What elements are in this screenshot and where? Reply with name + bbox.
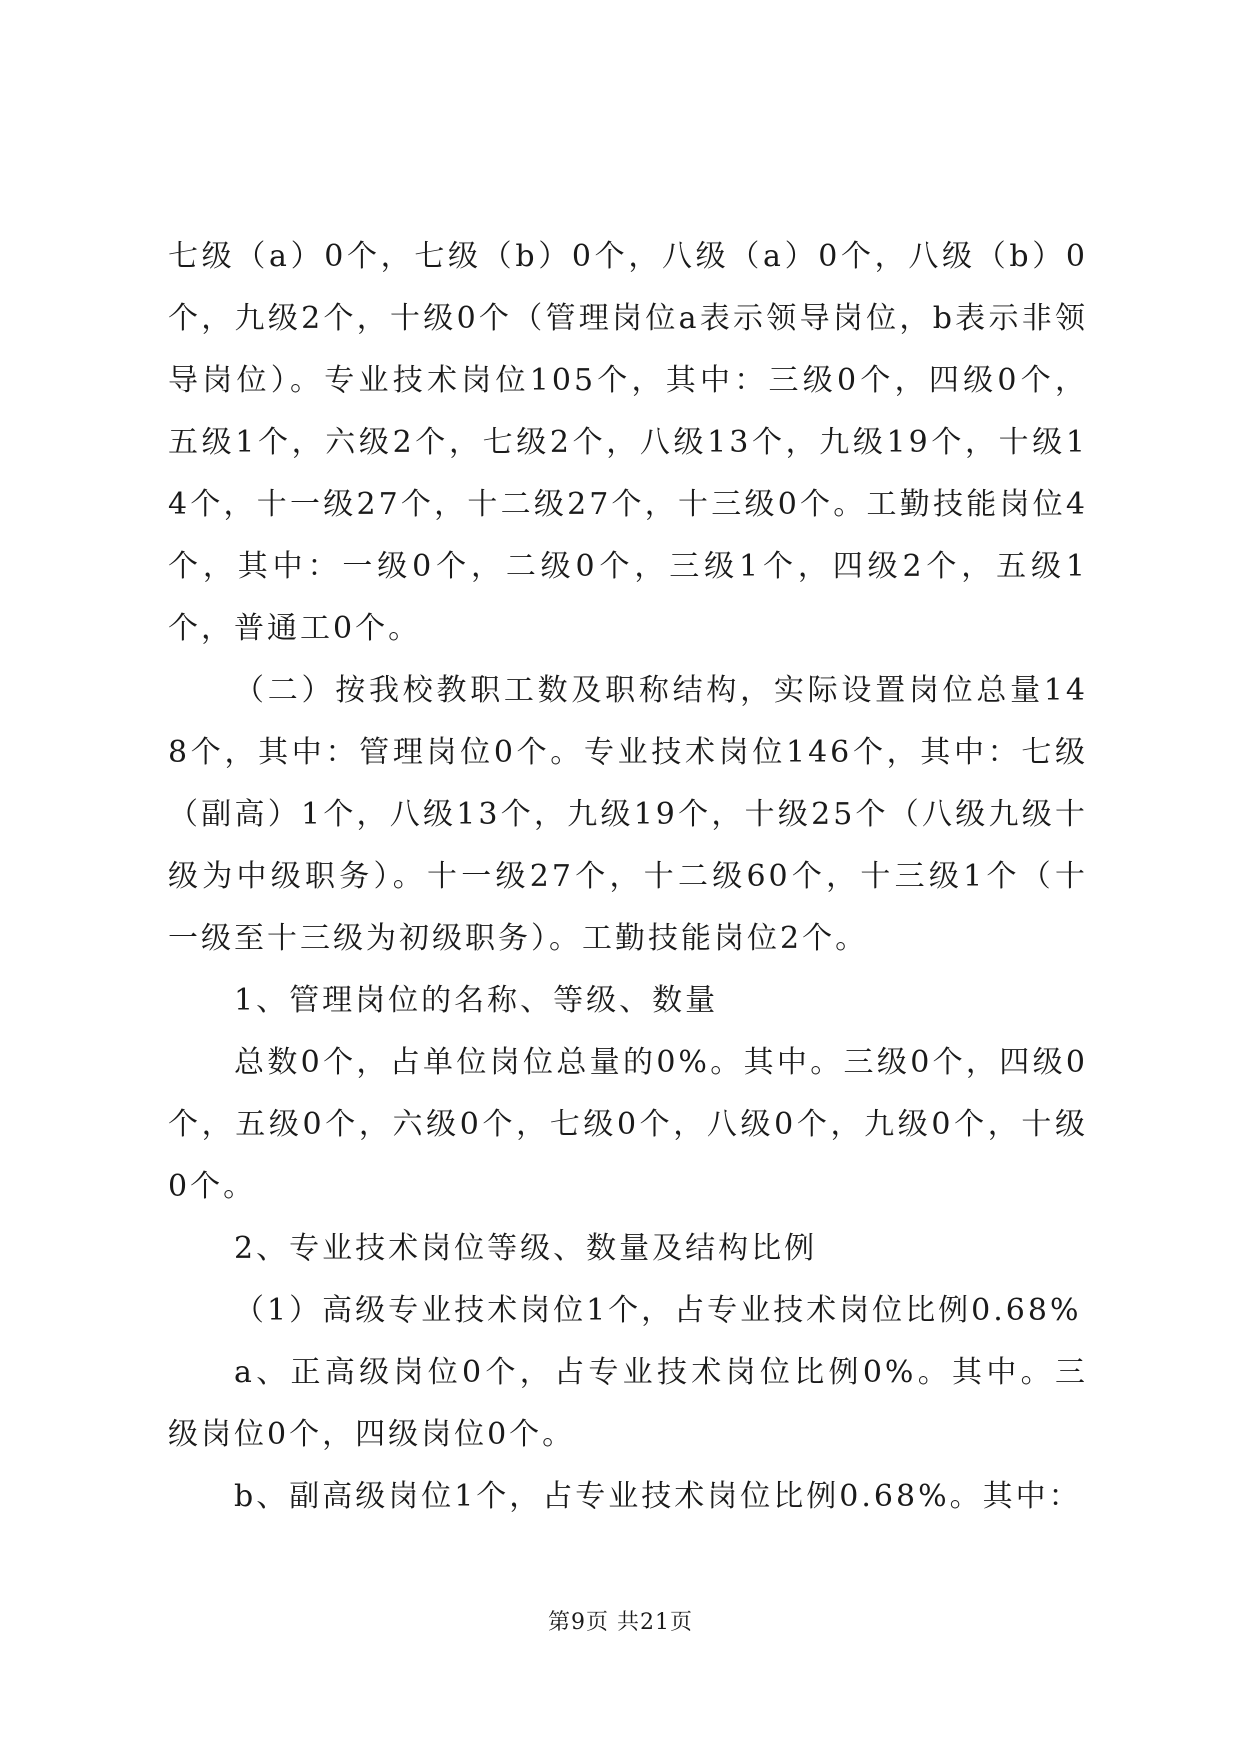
paragraph: （1）高级专业技术岗位1个，占专业技术岗位比例0.68% (234, 1293, 1082, 1328)
paragraph: 七级（a）0个，七级（b）0个，八级（a）0个，八级（b）0个，九级2个，十级0个（管理岗位a表示领导岗位，b表示非领导岗位）。专业技术岗位105个，其中：三级0个，四级0个，五级1个，六级2个，七级2个，八级13个，九级19个，十级14个，十一级27个，十二级27个，十三级0个。工勤技能岗位4个，其中：一级0个，二级0个，三级1个，四级2个，五级1个，普通工0个。 (168, 239, 1088, 646)
paragraph: a、正高级岗位0个，占专业技术岗位比例0%。其中。三级岗位0个，四级岗位0个。 (168, 1355, 1088, 1452)
paragraph: 总数0个，占单位岗位总量的0%。其中。三级0个，四级0个，五级0个，六级0个，七级0个，八级0个，九级0个，十级0个。 (168, 1045, 1088, 1204)
page-number-footer: 第9页 共21页 (548, 1610, 693, 1635)
document-body (168, 226, 1088, 1528)
section-heading: 2、专业技术岗位等级、数量及结构比例 (234, 1231, 818, 1266)
paragraph: b、副高级岗位1个，占专业技术岗位比例0.68%。其中： (234, 1479, 1082, 1514)
paragraph: （二）按我校教职工数及职称结构，实际设置岗位总量148个，其中：管理岗位0个。专业技术岗位146个，其中：七级（副高）1个，八级13个，九级19个，十级25个（八级九级十级为中级职务）。十一级27个，十二级60个，十三级1个（十一级至十三级为初级职务）。工勤技能岗位2个。 (168, 673, 1088, 956)
section-heading: 1、管理岗位的名称、等级、数量 (234, 983, 719, 1018)
